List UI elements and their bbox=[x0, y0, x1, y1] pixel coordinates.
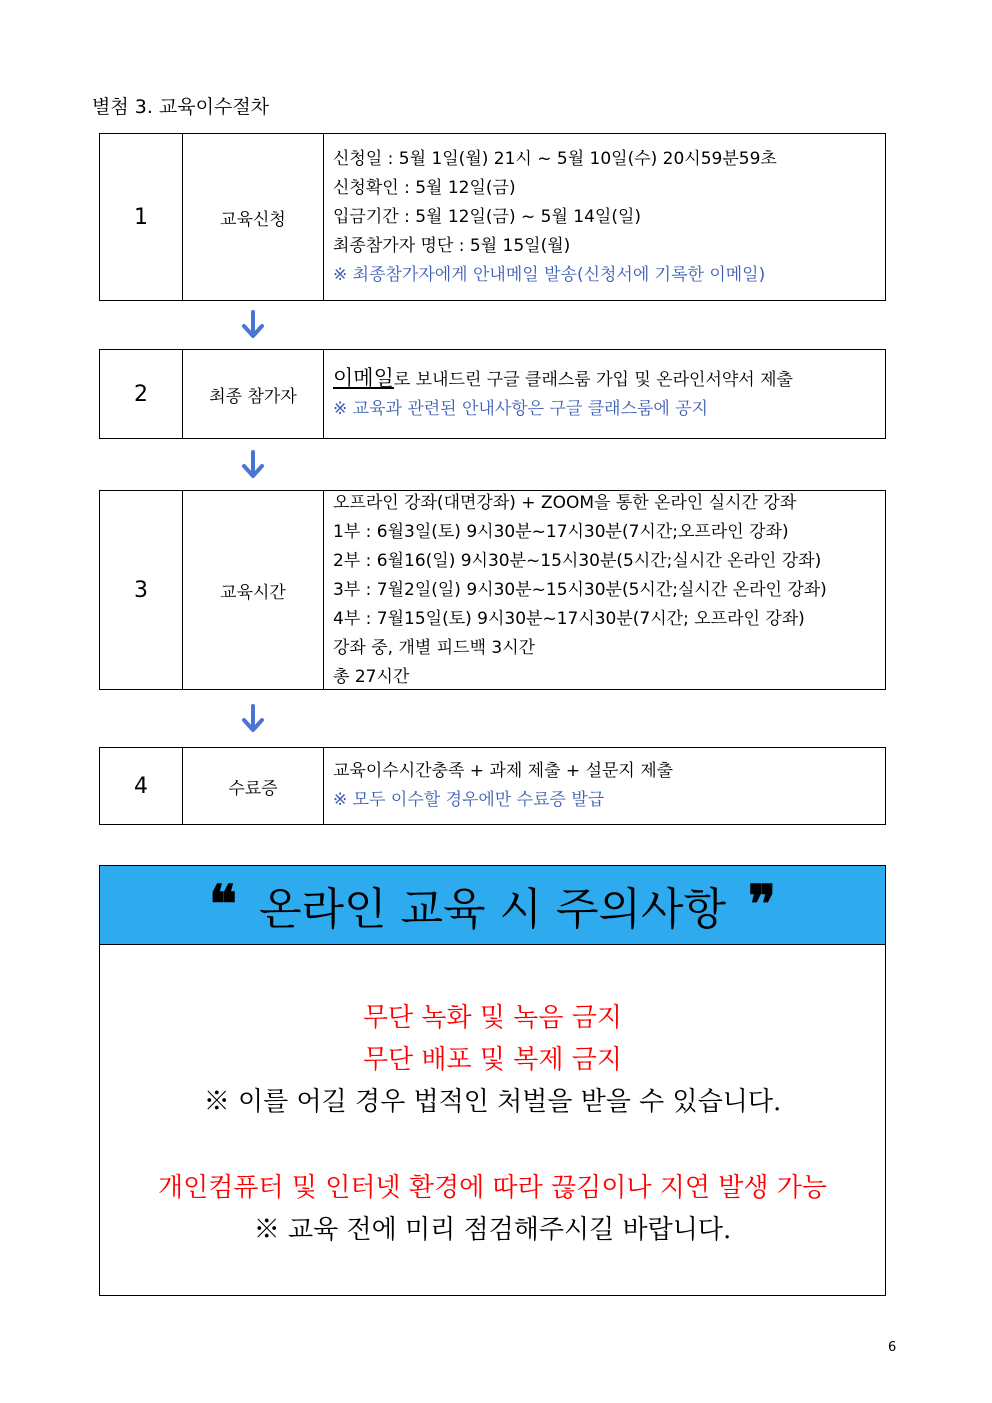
step-line: 오프라인 강좌(대면강좌) + ZOOM을 통한 온라인 실시간 강좌 bbox=[333, 492, 797, 513]
notice-header bbox=[100, 866, 885, 945]
step-line: 강좌 중, 개별 피드백 3시간 bbox=[333, 637, 536, 658]
step-line: 최종참가자 명단 : 5월 15일(월) bbox=[333, 235, 571, 256]
step-number: 1 bbox=[100, 134, 183, 300]
down-arrow-icon bbox=[240, 310, 266, 340]
section-heading: 별첨 3. 교육이수절차 bbox=[92, 96, 270, 118]
step-1-row bbox=[99, 133, 886, 301]
step-content bbox=[324, 748, 885, 824]
step-label: 최종 참가자 bbox=[183, 350, 324, 438]
step-note: ※ 모두 이수할 경우에만 수료증 발급 bbox=[333, 790, 605, 810]
warning-note: ※ 이를 어길 경우 법적인 처벌을 받을 수 있습니다. bbox=[203, 1087, 782, 1117]
notice-box bbox=[99, 865, 886, 1296]
notice-body bbox=[100, 945, 885, 1251]
step-line-text: 로 보내드린 구글 클래스룸 가입 및 온라인서약서 제출 bbox=[393, 370, 793, 390]
step-number: 2 bbox=[100, 350, 183, 438]
step-label: 수료증 bbox=[183, 748, 324, 824]
step-number: 3 bbox=[100, 491, 183, 689]
down-arrow-icon bbox=[240, 704, 266, 734]
step-line: 3부 : 7월2일(일) 9시30분~15시30분(5시간;실시간 온라인 강좌) bbox=[333, 579, 827, 600]
email-word: 이메일 bbox=[333, 366, 394, 390]
step-4-row bbox=[99, 747, 886, 825]
step-content bbox=[324, 491, 885, 689]
down-arrow-icon bbox=[240, 450, 266, 480]
warning-line: 무단 녹화 및 녹음 금지 bbox=[362, 1003, 623, 1033]
step-content bbox=[324, 134, 885, 300]
step-line: 4부 : 7월15일(토) 9시30분~17시30분(7시간; 오프라인 강좌) bbox=[333, 608, 805, 629]
step-line: 총 27시간 bbox=[333, 666, 410, 687]
step-note: ※ 최종참가자에게 안내메일 발송(신청서에 기록한 이메일) bbox=[333, 264, 766, 285]
notice-title: 온라인 교육 시 주의사항 bbox=[259, 884, 726, 935]
step-line: 교육이수시간충족 + 과제 제출 + 설문지 제출 bbox=[333, 761, 674, 781]
step-line: 신청확인 : 5월 12일(금) bbox=[333, 177, 516, 198]
step-note: ※ 교육과 관련된 안내사항은 구글 클래스룸에 공지 bbox=[333, 399, 709, 419]
page-number: 6 bbox=[888, 1340, 897, 1355]
step-content bbox=[324, 350, 885, 438]
step-line: 1부 : 6월3일(토) 9시30분~17시30분(7시간;오프라인 강좌) bbox=[333, 521, 789, 542]
warning-note: ※ 교육 전에 미리 점검해주시길 바랍니다. bbox=[253, 1215, 732, 1245]
step-2-row bbox=[99, 349, 886, 439]
warning-line: 개인컴퓨터 및 인터넷 환경에 따라 끊김이나 지연 발생 가능 bbox=[158, 1173, 827, 1203]
close-quote-icon: ❞ bbox=[748, 874, 776, 935]
warning-line: 무단 배포 및 복제 금지 bbox=[362, 1045, 623, 1075]
step-line: 입금기간 : 5월 12일(금) ~ 5월 14일(일) bbox=[333, 206, 642, 227]
step-line bbox=[333, 364, 876, 395]
step-line: 신청일 : 5월 1일(월) 21시 ~ 5월 10일(수) 20시59분59초 bbox=[333, 148, 777, 169]
step-number: 4 bbox=[100, 748, 183, 824]
step-label: 교육시간 bbox=[183, 491, 324, 689]
step-label: 교육신청 bbox=[183, 134, 324, 300]
step-line: 2부 : 6월16(일) 9시30분~15시30분(5시간;실시간 온라인 강좌) bbox=[333, 550, 822, 571]
open-quote-icon: ❝ bbox=[209, 874, 237, 935]
step-3-row bbox=[99, 490, 886, 690]
